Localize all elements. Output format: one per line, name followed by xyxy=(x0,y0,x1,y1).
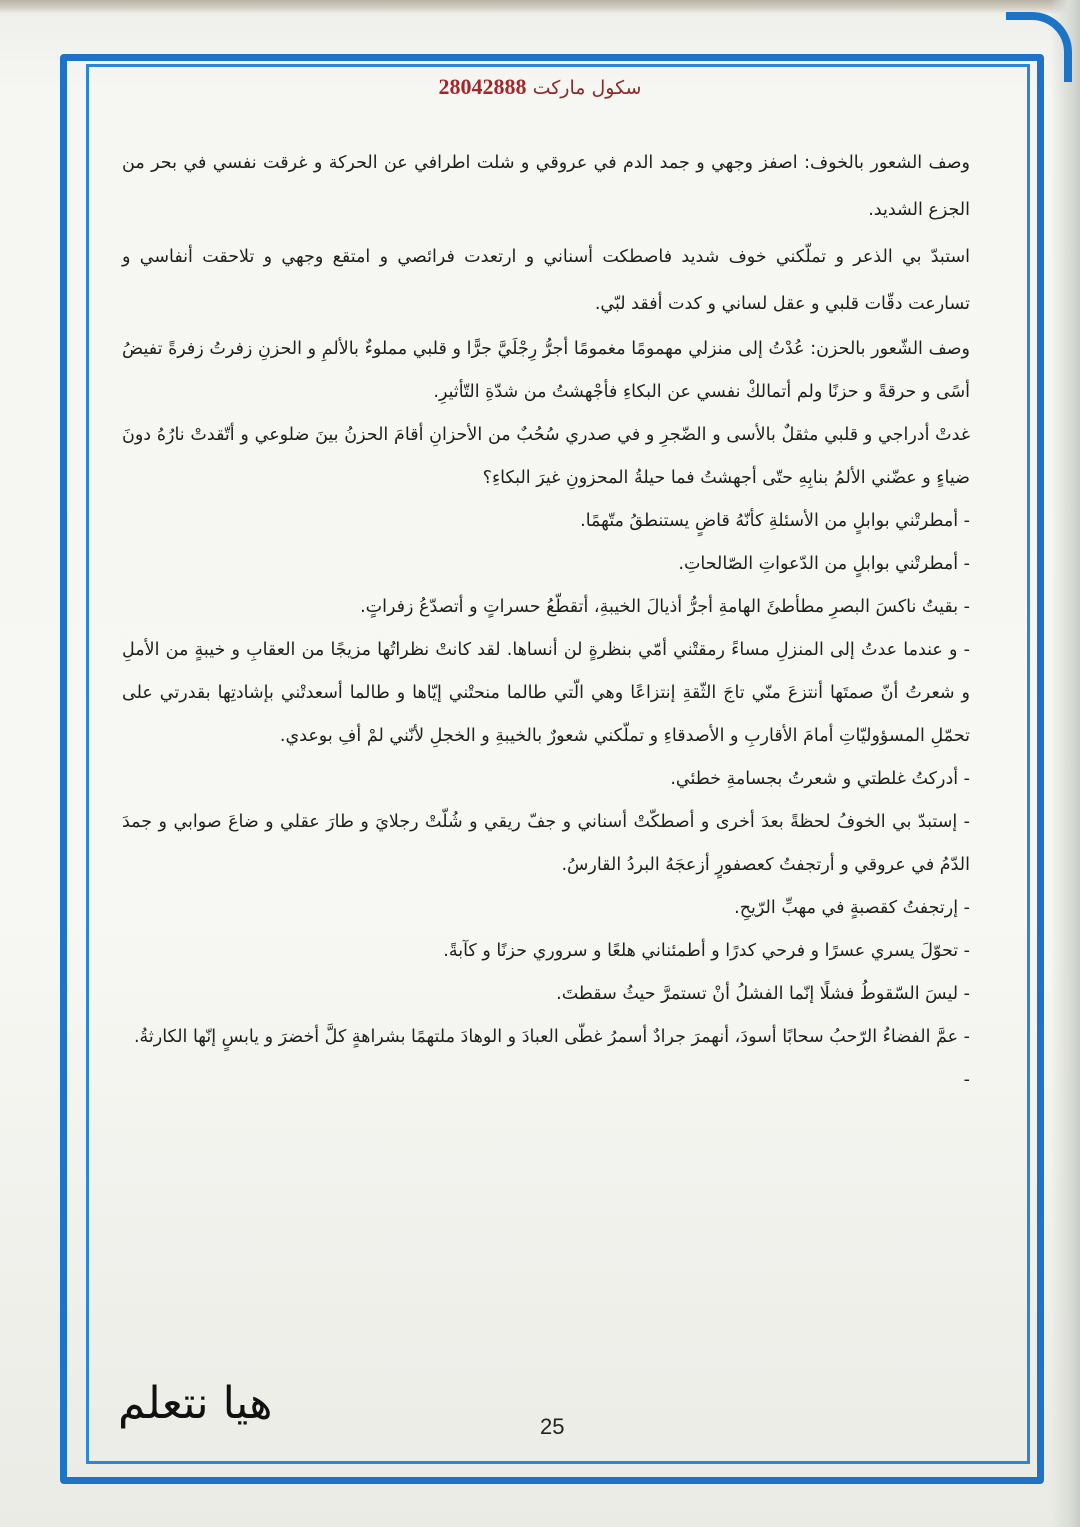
header-number: 28042888 xyxy=(438,74,527,99)
list-item: - إستبدّ بي الخوفُ لحظةً بعدَ أخرى و أصطكّتْ أسناني و جفّ ريقي و شُلّتْ رجلايَ و طارَ عقلي و ضاعَ صوابي و جمدَ الدّمُ في عروقي و أرتجفتُ كعصفورٍ أزعجَهُ البردُ القارسُ. xyxy=(122,812,970,875)
paragraph-fear-expressions: استبدّ بي الذعر و تملّكني خوف شديد فاصطكت أسناني و ارتعدت فرائصي و امتقع وجهي و تلاحقت أنفاسي و تسارعت دقّات قلبي و عقل لساني و كدت أفقد لبّي. xyxy=(122,247,970,314)
list-item: - xyxy=(963,1070,970,1090)
list-item: - أمطرتْني بوابلٍ من الدّعواتِ الصّالحاتِ. xyxy=(678,554,970,574)
footer-brand: هيا نتعلم xyxy=(118,1378,273,1429)
paragraph-fear-description: وصف الشعور بالخوف: اصفز وجهي و جمد الدم في عروقي و شلت اطرافي عن الحركة و غرقت نفسي في بحر من الجزع الشديد. xyxy=(122,153,970,220)
document-body xyxy=(122,140,970,1102)
paragraph-sadness-expressions: غدتْ أدراجي و قلبي مثقلٌ بالأسى و الضّجرِ و في صدري سُحُبٌ من الأحزانِ أقامَ الحزنُ بينَ ضلوعي و أتّقدتْ نارُهُ دونَ ضياءٍ و عضّني الألمُ بنابِهِ حتّى أجهشتُ فما حيلةُ المحزونِ غيرَ البكاءِ؟ xyxy=(122,425,970,488)
list-item: - إرتجفتُ كقصبةٍ في مهبِّ الرّيحِ. xyxy=(734,898,970,918)
top-edge-shadow xyxy=(0,0,1080,14)
list-item: - ليسَ السّقوطُ فشلًا إنّما الفشلُ أنْ تستمرَّ حيثُ سقطتَ. xyxy=(556,984,970,1004)
list-item: - عمَّ الفضاءُ الرّحبُ سحابًا أسودَ، أنهمرَ جرادٌ أسمرُ غطّى العبادَ و الوهادَ ملتهمًا بشراهةٍ كلَّ أخضرَ و يابسٍ إنّها الكارثةُ. xyxy=(133,1027,970,1047)
list-item: - تحوّلَ يسري عسرًا و فرحي كدرًا و أطمئناني هلعًا و سروري حزنًا و كآبةً. xyxy=(443,941,970,961)
page-number: 25 xyxy=(540,1414,565,1439)
right-edge-shadow xyxy=(1050,0,1080,1527)
header-label: سكول ماركت xyxy=(532,77,642,99)
paragraph-sadness-description: وصف الشّعور بالحزن: عُدْتُ إلى منزلي مهمومًا مغمومًا أجرُّ رِجْلَيَّ جرًّا و قلبي مملوءٌ بالألمِ و الحزنِ زفرتُ زفرةً تفيضُ أسًى و حرقةً و حزنًا ولم أتمالكْ نفسي عن البكاءِ فأجْهشتُ من شدّةِ التّأثيرِ. xyxy=(122,339,970,402)
list-item: - و عندما عدتُ إلى المنزلِ مساءً رمقتْني أمّي بنظرةٍ لن أنساها. لقد كانتْ نظراتُها مزيجًا من العقابِ و خيبةٍ من الأملِ و شعرتُ أنّ صمتَها أنتزعَ منّي تاجَ الثّقةِ إنتزاعًا وهي الّتي طالما منحتْني إيّاها و طالما أسعدتْني بإشادتِها بقدرتي على تحمّلِ المسؤوليّاتِ أمامَ الأقاربِ و الأصدقاءِ و تملّكني شعورٌ بالخيبةِ و الخجلِ لأنّني لمْ أفِ بوعدي. xyxy=(122,640,970,746)
expressions-list xyxy=(122,500,970,1102)
list-item: - أدركتُ غلطتي و شعرتُ بجسامةِ خطئي. xyxy=(670,769,970,789)
section-fear xyxy=(122,140,970,328)
list-item: - أمطرتْني بوابلٍ من الأسئلةِ كأنّهُ قاضٍ يستنطقُ متّهمًا. xyxy=(580,511,970,531)
section-sadness xyxy=(122,328,970,500)
page-header xyxy=(200,74,880,100)
list-item: - بقيتُ ناكسَ البصرِ مطأطئَ الهامةِ أجرُّ أذيالَ الخيبةِ، أتقطّعُ حسراتٍ و أتصدّعُ زفراتٍ. xyxy=(360,597,970,617)
